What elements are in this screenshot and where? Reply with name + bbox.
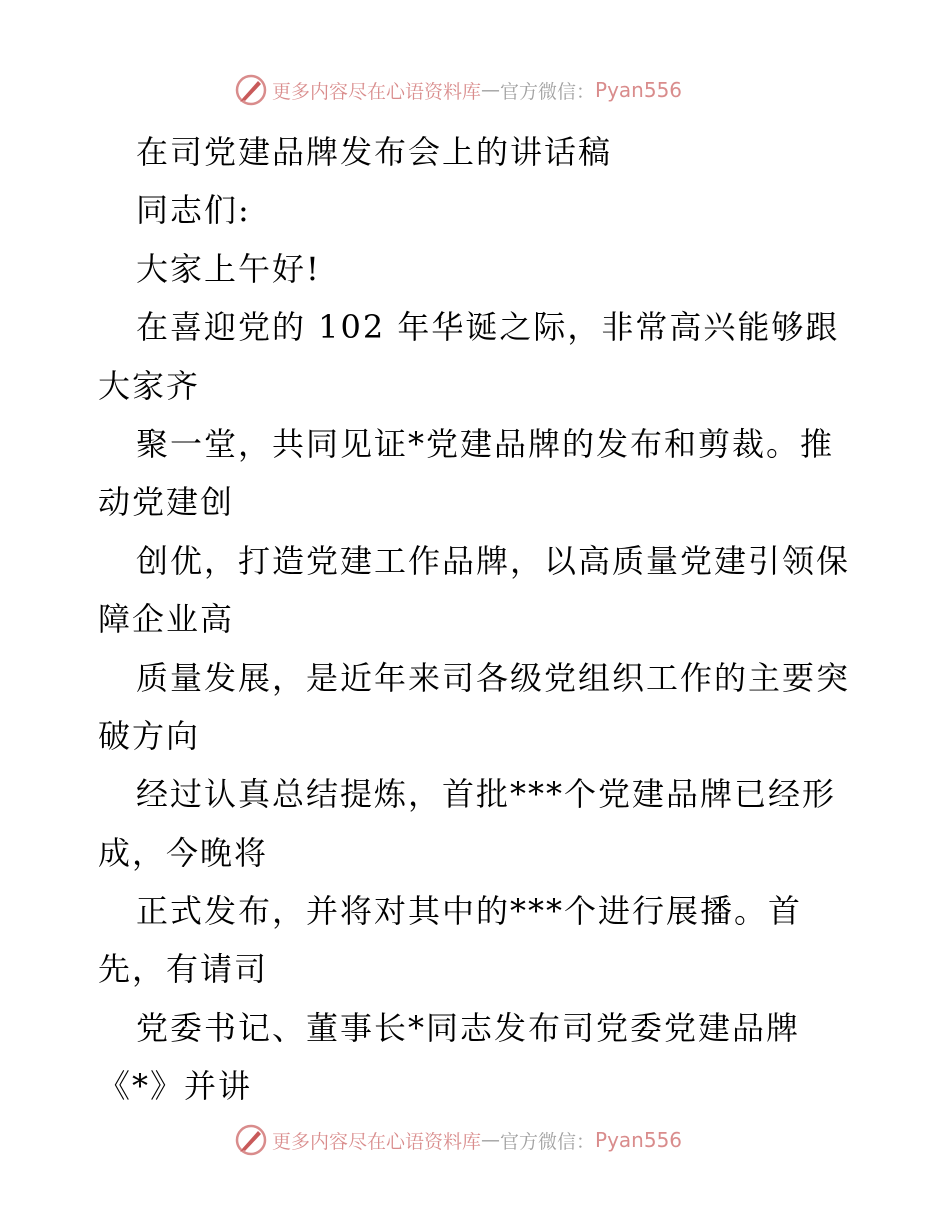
text-line: 大家上午好! [136,249,321,288]
quill-logo-icon [234,1123,268,1157]
watermark-dash: — [481,79,501,101]
text-line: 在司党建品牌发布会上的讲话稿 [136,133,613,171]
text-line: 动党建创 [98,483,235,522]
watermark-wechat-id: Pyan556 [595,78,683,102]
text-line: 先，有请司 [98,950,269,989]
watermark-wechat-label: 官方微信： [500,80,596,103]
speech-body [98,123,868,1116]
header-watermark [234,72,682,108]
watermark-wechat-id: Pyan556 [595,1128,683,1152]
text-line: 在喜迎党的 102 年华诞之际，非常高兴能够跟 [136,308,840,347]
text-line: 质量发展，是近年来司各级党组织工作的主要突 [136,658,851,697]
text-line: 聚一堂，共同见证*党建品牌的发布和剪裁。推 [136,424,835,463]
text-line: 正式发布，并将对其中的***个进行展播。首 [136,892,803,931]
text-line: 党委书记、董事长*同志发布司党委党建品牌 [136,1008,801,1047]
watermark-wechat-label: 官方微信： [500,1130,596,1153]
text-line: 成，今晚将 [98,833,269,872]
watermark-site-text: 更多内容尽在心语资料库 [272,1130,482,1153]
text-line: 破方向 [98,716,201,755]
text-line: 经过认真总结提炼，首批***个党建品牌已经形 [136,775,837,814]
text-line: 障企业高 [98,600,235,639]
footer-watermark [234,1122,682,1158]
text-line: 大家齐 [98,366,201,405]
text-line: 《*》并讲 [98,1067,253,1106]
watermark-site-text: 更多内容尽在心语资料库 [272,80,482,103]
text-line: 同志们: [136,191,251,230]
quill-logo-icon [234,73,268,107]
watermark-dash: — [481,1129,501,1151]
text-line: 创优，打造党建工作品牌，以高质量党建引领保 [136,541,851,580]
